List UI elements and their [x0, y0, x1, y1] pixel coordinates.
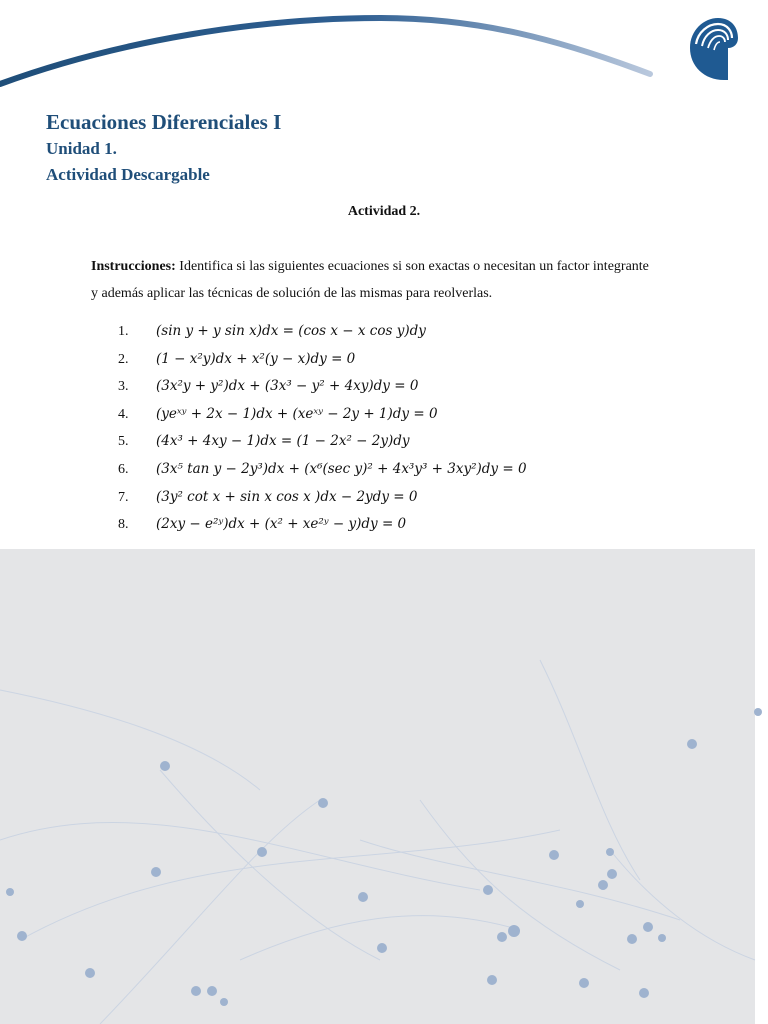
equation-item: [118, 401, 527, 429]
equation-number: 3.: [118, 379, 129, 395]
equation-number: 8.: [118, 517, 129, 533]
equation-item: [118, 456, 527, 484]
course-title: Ecuaciones Diferenciales I: [46, 110, 282, 134]
equation-item: [118, 484, 527, 512]
equation-text: (yeˣʸ + 2x − 1)dx + (xeˣʸ − 2y + 1)dy = 0: [156, 405, 438, 422]
equation-text: (2xy − e²ʸ)dx + (x² + xe²ʸ − y)dy = 0: [156, 516, 407, 533]
equation-text: (sin y + y sin x)dx = (cos x − x cos y)dy: [156, 323, 426, 339]
equation-item: [118, 428, 527, 456]
instructions-text: Identifica si las siguientes ecuaciones si son exactas o necesitan un factor integrante y además aplicar las técnicas de solución de las mismas para reolverlas.: [91, 259, 649, 301]
equation-list: [118, 318, 527, 539]
network-decoration: [0, 540, 768, 1024]
equation-item: [118, 373, 527, 401]
equation-number: 6.: [118, 461, 129, 477]
equation-text: (3x²y + y²)dx + (3x³ − y² + 4xy)dy = 0: [156, 378, 419, 395]
equation-number: 1.: [118, 324, 129, 339]
equation-text: (1 − x²y)dx + x²(y − x)dy = 0: [156, 350, 356, 367]
equation-number: 4.: [118, 406, 129, 422]
instructions-paragraph: [91, 253, 651, 307]
nautilus-logo-icon: [684, 14, 742, 82]
equation-text: (4x³ + 4xy − 1)dx = (1 − 2x² − 2y)dy: [156, 433, 410, 450]
equation-text: (3y² cot x + sin x cos x )dx − 2ydy = 0: [156, 488, 418, 505]
instructions-label: Instrucciones:: [91, 259, 176, 274]
equation-number: 2.: [118, 351, 129, 367]
equation-number: 7.: [118, 489, 129, 505]
header-arc-decoration: [0, 0, 768, 100]
title-block: [46, 108, 281, 188]
activity-type: Actividad Descargable: [46, 165, 210, 184]
equation-item: [118, 346, 527, 374]
unit-label: Unidad 1.: [46, 139, 117, 158]
equation-item: [118, 511, 527, 539]
equation-text: (3x⁵ tan y − 2y³)dx + (x⁶(sec y)² + 4x³y³ + 3xy²)dy = 0: [156, 460, 527, 477]
equation-item: [118, 318, 527, 346]
equation-number: 5.: [118, 434, 129, 450]
activity-heading: Actividad 2.: [347, 204, 421, 219]
